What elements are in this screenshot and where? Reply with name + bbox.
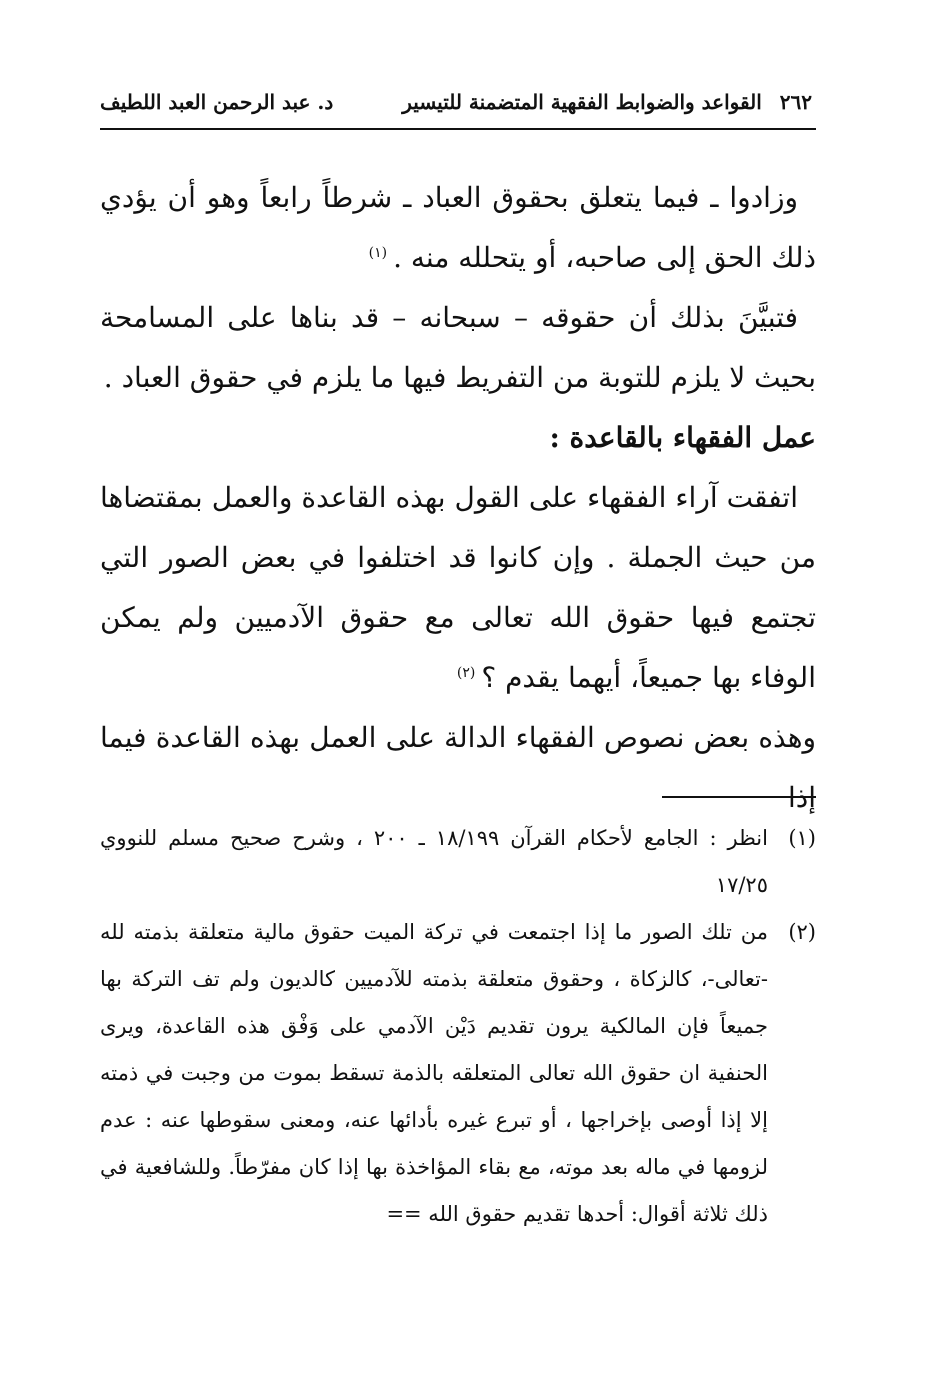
page-number: ٢٦٢ [779, 90, 812, 114]
footnote [100, 909, 816, 1238]
footnote-text: انظر : الجامع لأحكام القرآن ١٨/١٩٩ ـ ٢٠٠ ، وشرح صحيح مسلم للنووي ١٧/٢٥ [100, 826, 768, 897]
paragraph [100, 168, 816, 288]
footnote-ref: (١) [368, 244, 388, 261]
header-divider [100, 128, 816, 130]
paragraph-text: وزادوا ـ فيما يتعلق بحقوق العباد ـ شرطاً رابعاً وهو أن يؤدي ذلك الحق إلى صاحبه، أو يتحلله منه . [100, 181, 816, 274]
author-name: د. عبد الرحمن العبد اللطيف [100, 90, 334, 114]
footnote [100, 815, 816, 909]
paragraph [100, 468, 816, 708]
paragraph: فتبيَّنَ بذلك أن حقوقه – سبحانه – قد بناها على المسامحة بحيث لا يلزم للتوبة من التفريط فيها ما يلزم في حقوق العباد . [100, 301, 816, 394]
footnote-ref: (٢) [456, 664, 476, 681]
running-header [100, 84, 812, 120]
footnote-text: من تلك الصور ما إذا اجتمعت في تركة الميت حقوق مالية متعلقة بذمته لله -تعالى-، كالزكاة ، وحقوق متعلقة بذمته للآدميين كالديون ولم تف التركة بها جميعاً فإن المالكية يرون تقديم دَيْن الآدمي على وَفْق هذه القاعدة، ويرى الحنفية ان حقوق الله تعالى المتعلقه بالذمة تسقط بموت من وجبت في ذمته إلا إذا أوصى بإخراجها ، أو تبرع غيره بأدائها عنه، ومعنى سقوطها عنه : عدم لزومها في ماله بعد موته، مع بقاء المؤاخذة بها إذا كان مفرّطاً. وللشافعية في ذلك ثلاثة أقوال: أحدها تقديم حقوق الله == [100, 920, 768, 1226]
header-right-group [402, 90, 812, 114]
book-title: القواعد والضوابط الفقهية المتضمنة للتيسير [402, 90, 762, 114]
footnotes [100, 815, 816, 1238]
paragraph-text: اتفقت آراء الفقهاء على القول بهذه القاعدة والعمل بمقتضاها من حيث الجملة . وإن كانوا قد اختلفوا في بعض الصور التي تجتمع فيها حقوق الله تعالى مع حقوق الآدميين ولم يمكن الوفاء بها جميعاً، أيهما يقدم ؟ [100, 481, 817, 694]
footnote-number: (١) [788, 826, 816, 850]
paragraph: وهذه بعض نصوص الفقهاء الدالة على العمل بهذه القاعدة فيما إذا [100, 721, 816, 814]
main-text [100, 168, 816, 828]
footnote-divider [662, 796, 816, 798]
footnote-number: (٢) [788, 920, 816, 944]
section-heading: عمل الفقهاء بالقاعدة : [549, 421, 816, 454]
